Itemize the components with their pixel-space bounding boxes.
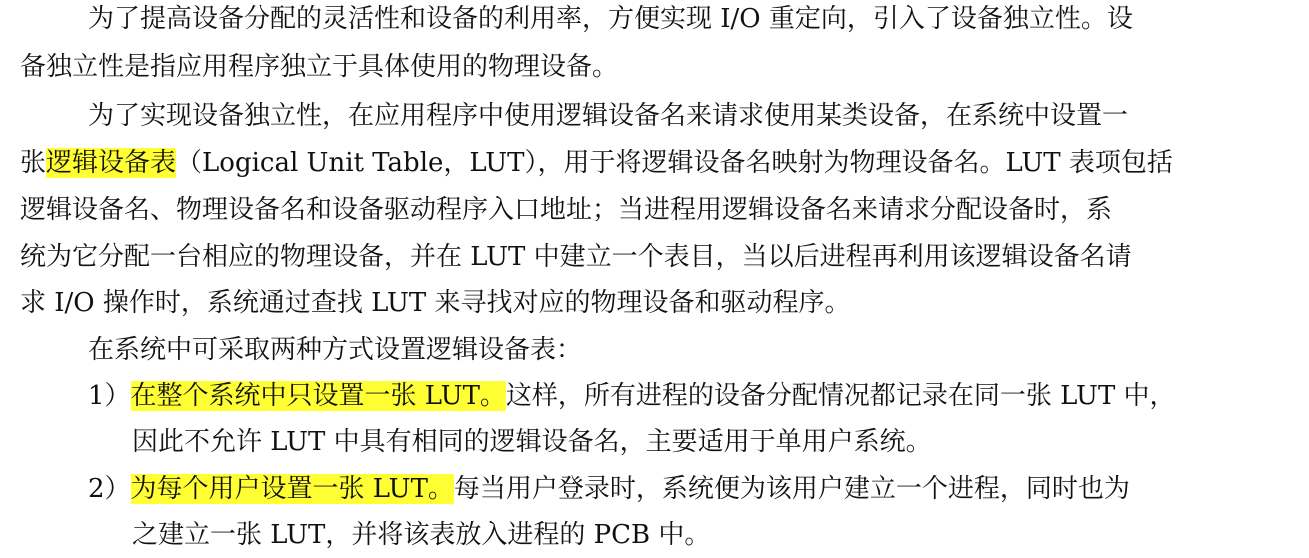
paragraph-2-line-2-suffix: （Logical Unit Table，LUT），用于将逻辑设备名映射为物理设备名。LUT 表项包括 [176,148,1173,178]
paragraph-2-line-2-prefix: 张 [20,148,47,178]
paragraph-2-line-3: 逻辑设备名、物理设备名和设备驱动程序入口地址；当进程用逻辑设备名来请求分配设备时，系 [20,195,1113,225]
paragraph-2-line-5: 求 I/O 操作时，系统通过查找 LUT 来寻找对应的物理设备和驱动程序。 [20,288,851,318]
list-item-1-highlight: 在整个系统中只设置一张 LUT。 [130,381,506,411]
list-item-2-rest: 每当用户登录时，系统便为该用户建立一个进程，同时也为 [453,474,1130,504]
list-item-2-marker: 2） [88,474,131,504]
paragraph-1-line-1: 为了提高设备分配的灵活性和设备的利用率，方便实现 I/O 重定向，引入了设备独立性。设 [88,4,1133,34]
paragraph-2-line-2 [20,146,1173,180]
paragraph-1-line-2: 备独立性是指应用程序独立于具体使用的物理设备。 [20,52,619,82]
highlight-logical-unit-table: 逻辑设备表 [46,148,177,178]
list-item-2 [88,472,1130,506]
list-item-2-highlight: 为每个用户设置一张 LUT。 [130,474,454,504]
list-item-1-marker: 1） [88,381,131,411]
paragraph-2-line-4: 统为它分配一台相应的物理设备，并在 LUT 中建立一个表目，当以后进程再利用该逻辑设备名请 [20,242,1132,272]
paragraph-2-line-1: 为了实现设备独立性，在应用程序中使用逻辑设备名来请求使用某类设备，在系统中设置一 [88,101,1129,131]
list-item-1-continuation: 因此不允许 LUT 中具有相同的逻辑设备名，主要适用于单用户系统。 [132,427,932,457]
list-item-1-rest: 这样，所有进程的设备分配情况都记录在同一张 LUT 中， [505,381,1176,411]
list-item-1 [88,379,1176,413]
list-item-2-continuation: 之建立一张 LUT，并将该表放入进程的 PCB 中。 [132,520,711,550]
paragraph-3-line-1: 在系统中可采取两种方式设置逻辑设备表： [88,335,583,365]
